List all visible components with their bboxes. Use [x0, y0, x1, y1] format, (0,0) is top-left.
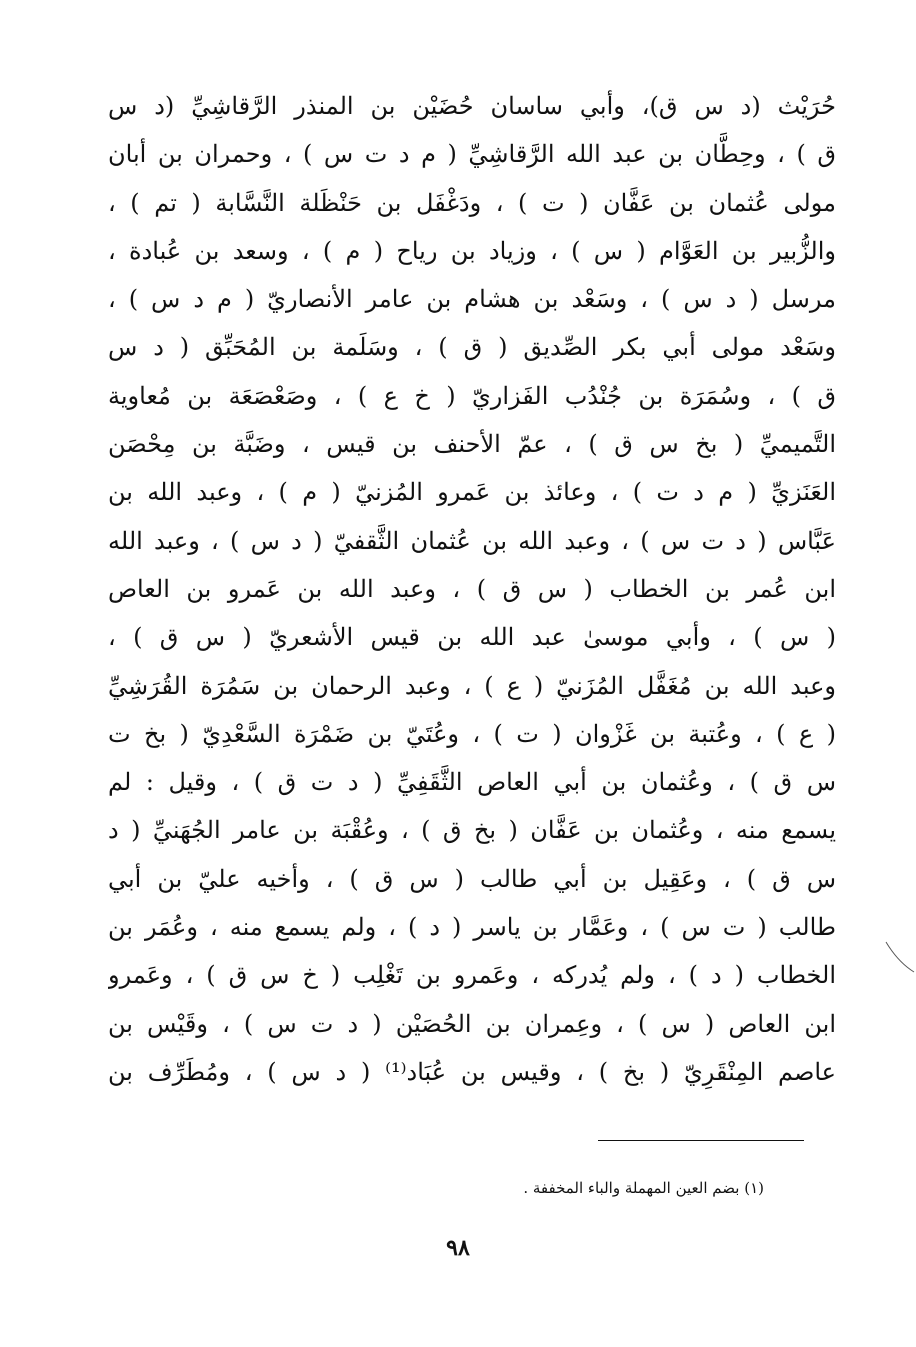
text-line: عَبَّاس ( د ت س ) ، وعبد الله بن عُثمان الثَّقفيّ ( د س ) ، وعبد الله [108, 526, 836, 555]
text-line: التَّميميِّ ( بخ س ق ) ، عمّ الأحنف بن قيس ، وضَبَّة بن مِحْصَن [108, 430, 836, 459]
text-line: والزُّبير بن العَوَّام ( س ) ، وزياد بن رياح ( م ) ، وسعد بن عُبادة ، [108, 236, 836, 265]
text-line: الخطاب ( د ) ، ولم يُدركه ، وعَمرو بن تَغْلِب ( خ س ق ) ، وعَمرو [108, 961, 836, 990]
text-line: س ق ) ، وعُثمان بن أبي العاص الثَّقَفِيِّ ( د ت ق ) ، وقيل : لم [108, 768, 836, 797]
text-line: حُرَيْث (د س ق)، وأبي ساسان حُضَيْن بن المنذر الرَّقاشِيِّ (د س [108, 92, 836, 120]
text-line: ( ع ) ، وعُتبة بن غَزْوان ( ت ) ، وعُتَيّ بن ضَمْرَة السَّعْدِيّ ( بخ ت [108, 719, 836, 748]
text-line: وسَعْد مولى أبي بكر الصِّديق ( ق ) ، وسَلَمة بن المُحَبِّق ( د س [108, 333, 836, 362]
text-line: وعبد الله بن مُغَفَّل المُزَنيّ ( ع ) ، وعبد الرحمان بن سَمُرَة القُرَشِيِّ [108, 671, 836, 700]
scan-margin-mark [884, 940, 916, 974]
text-line: عاصم المِنْقَرِيّ ( بخ ) ، وقيس بن عُبَاد⁽¹⁾ ( د س ) ، ومُطَرِّف بن [108, 1057, 836, 1086]
text-line: ق ) ، وحِطَّان بن عبد الله الرَّقاشِيِّ ( م د ت س ) ، وحمران بن أبان [108, 140, 836, 169]
text-line: ق ) ، وسُمَرَة بن جُنْدُب الفَزاريّ ( خ ع ) ، وصَعْصَعَة بن مُعاوية [108, 381, 836, 410]
text-line: ابن العاص ( س ) ، وعِمران بن الحُصَيْن ( د ت س ) ، وقَيْس بن [108, 1009, 836, 1038]
main-text-block [108, 82, 836, 1096]
text-line: س ق ) ، وعَقِيل بن أبي طالب ( س ق ) ، وأخيه عليّ بن أبي [108, 864, 836, 893]
footnote: (١) بضم العين المهملة والباء المخففة . [523, 1179, 764, 1197]
text-line: يسمع منه ، وعُثمان بن عَفَّان ( بخ ق ) ، وعُقْبَة بن عامر الجُهَنيِّ ( د [108, 816, 836, 845]
text-line: العَنَزيِّ ( م د ت ) ، وعائذ بن عَمرو المُزنيّ ( م ) ، وعبد الله بن [108, 478, 836, 507]
text-line: طالب ( ت س ) ، وعَمَّار بن ياسر ( د ) ، ولم يسمع منه ، وعُمَر بن [108, 913, 836, 942]
text-line: ابن عُمر بن الخطاب ( س ق ) ، وعبد الله بن عَمرو بن العاص [108, 574, 836, 603]
footnote-divider [598, 1140, 804, 1141]
text-line: مولى عُثمان بن عَفَّان ( ت ) ، ودَغْفَل بن حَنْظَلة النَّسَّابة ( تم ) ، [108, 188, 836, 217]
text-line: مرسل ( د س ) ، وسَعْد بن هشام بن عامر الأنصاريّ ( م د س ) ، [108, 285, 836, 314]
text-line: ( س ) ، وأبي موسىٰ عبد الله بن قيس الأشعريّ ( س ق ) ، [108, 623, 836, 652]
page-number: ٩٨ [446, 1235, 470, 1261]
